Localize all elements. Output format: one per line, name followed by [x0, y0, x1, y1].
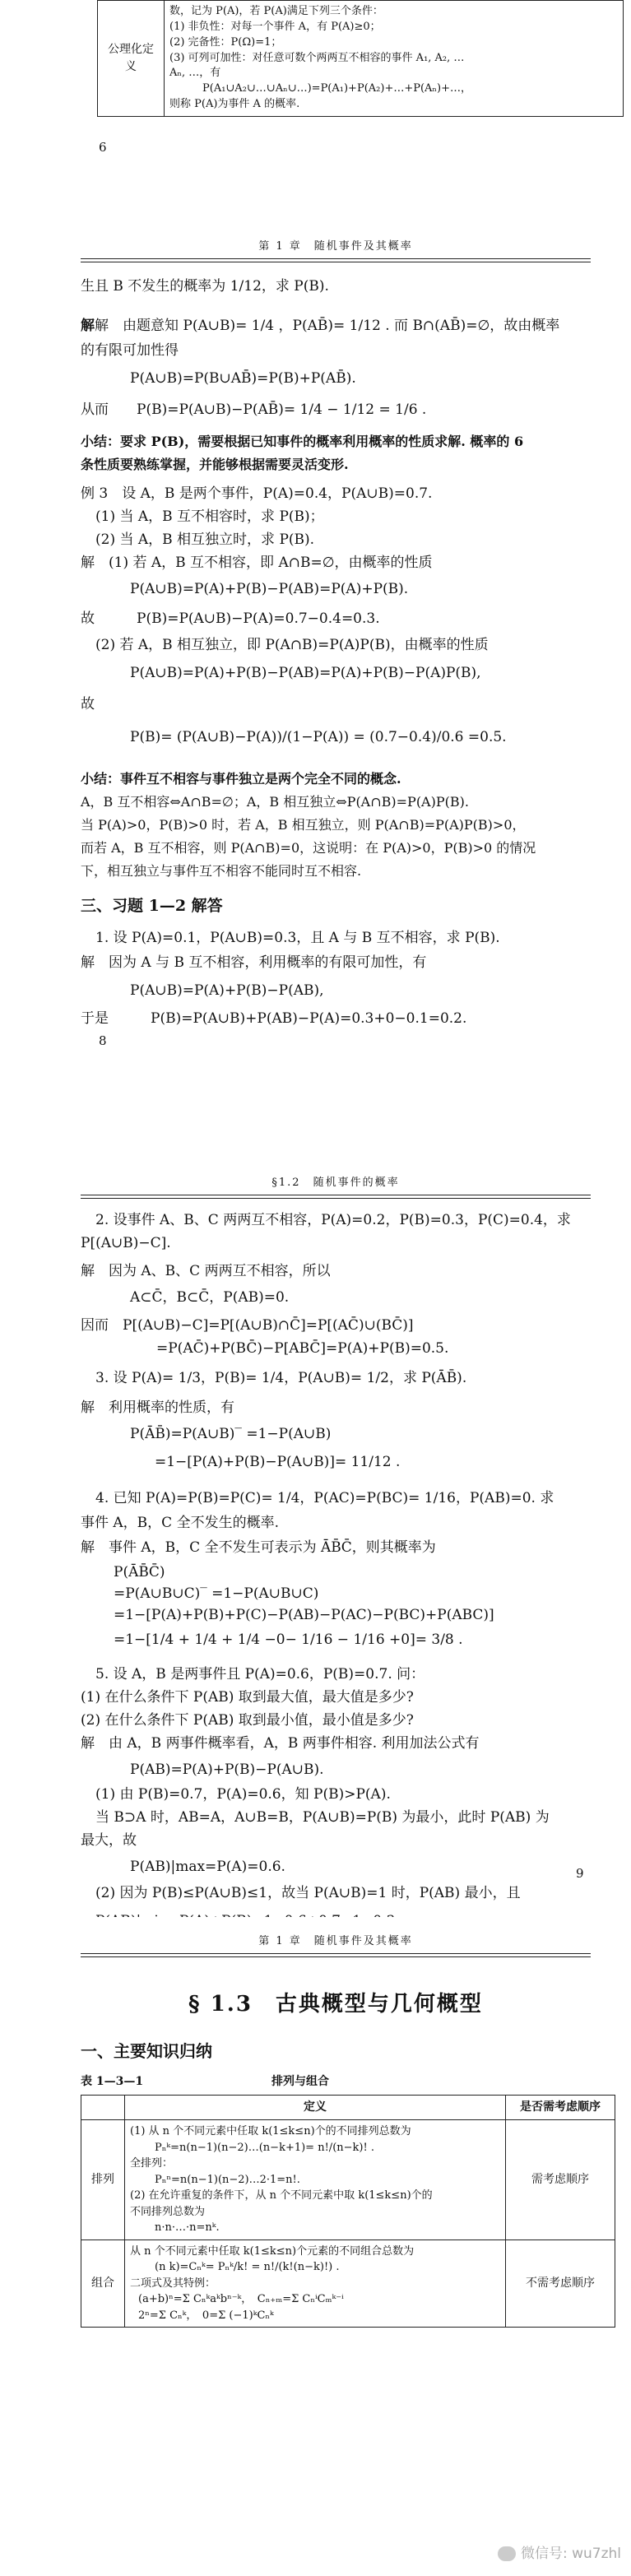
section-heading: 三、习题 1—2 解答	[81, 897, 223, 915]
formula: n·n·…·n=nᵏ.	[155, 2221, 220, 2234]
text-line: 二项式及其特例：	[130, 2277, 216, 2290]
question: 1. 设 P(A)=0.1，P(A∪B)=0.3，且 A 与 B 互不相容，求 P(B).	[95, 930, 500, 946]
question: 2. 设事件 A、B、C 两两互不相容，P(A)=0.2，P(B)=0.3，P(C)=0.4，求	[95, 1212, 571, 1228]
header-rule	[81, 258, 591, 259]
page-number: 6	[99, 140, 107, 155]
formula: P(A∪B)=P(A)+P(B)−P(AB)=P(A)+P(B).	[130, 581, 409, 597]
formula: P(AB)=P(A)+P(B)−P(A∪B).	[130, 1761, 324, 1778]
table-header-cell: 定义	[125, 2096, 506, 2120]
table-cell	[125, 2120, 506, 2240]
formula: P(B)= (P(A∪B)−P(A))/(1−P(A)) = (0.7−0.4)/0.6 =0.5.	[130, 729, 507, 745]
watermark-text: 微信号: wu7zhl	[520, 2545, 621, 2562]
text-line: 则称 P(A)为事件 A 的概率.	[169, 98, 300, 111]
formula: P(A₁∪A₂∪…∪Aₙ∪…)=P(A₁)+P(A₂)+…+P(Aₙ)+…，	[202, 82, 472, 95]
summary-note: 而若 A，B 互不相容，则 P(A∩B)=0，这说明：在 P(A)>0，P(B)>0 的情况	[81, 840, 536, 856]
formula: 因而 P[(A∪B)−C]=P[(A∪B)∩C̄]=P[(AC̄)∪(BC̄)]	[81, 1317, 414, 1334]
permutation-combination-table	[81, 2095, 615, 2328]
summary-note: 小结：事件互不相容与事件独立是两个完全不同的概念.	[81, 771, 401, 787]
text-line: 不同排列总数为	[130, 2205, 206, 2218]
text-line: 最大，故	[81, 1832, 137, 1849]
example-heading: 例 3 设 A，B 是两个事件，P(A)=0.4，P(A∪B)=0.7.	[81, 485, 433, 502]
text-line: P[(A∪B)−C].	[81, 1235, 171, 1251]
formula: =P(AC̄)+P(BC̄)−P[ABC̄]=P(A)+P(B)=0.5.	[156, 1340, 449, 1357]
text-line: (1) 非负性：对每一个事件 A，有 P(A)≥0；	[169, 20, 381, 33]
summary-note: 小结：要求 P(B)，需要根据已知事件的概率利用概率的性质求解. 概率的 6	[81, 434, 524, 449]
formula: 从而 P(B)=P(A∪B)−P(AB̄)= 1/4 − 1/12 = 1/6 .	[81, 401, 427, 418]
formula: (a+b)ⁿ=Σ Cₙᵏaᵏbⁿ⁻ᵏ， Cₙ₊ₘ=Σ CₙⁱCₘᵏ⁻ⁱ	[138, 2293, 344, 2305]
text-line: (2) 完备性：P(Ω)=1；	[169, 35, 282, 49]
formula: P(ĀB̄)=P(A∪B)‾ =1−P(A∪B)	[130, 1426, 332, 1442]
formula: 于是 P(B)=P(A∪B)+P(AB)−P(A)=0.3+0−0.1=0.2.	[81, 1010, 467, 1027]
header-rule	[81, 1953, 591, 1954]
text-line: 数，记为 P(A)，若 P(A)满足下列三个条件：	[169, 5, 383, 17]
text: 解 由题意知 P(A∪B)= 1/4 ，P(AB̄)= 1/12 . 而 B∩(AB̄)=∅，故由概率	[95, 318, 560, 334]
table-label: 表 1—3—1	[81, 2075, 144, 2088]
page-number: 8	[99, 1033, 107, 1048]
formula: Pₙⁿ=n(n−1)(n−2)…2·1=n!.	[155, 2173, 300, 2186]
formula: =1−[1/4 + 1/4 + 1/4 −0− 1/16 − 1/16 +0]= 3/8 .	[114, 1631, 463, 1648]
table-row-label: 排列	[81, 2120, 125, 2240]
text-line: 事件 A，B，C 全不发生的概率.	[81, 1515, 279, 1531]
running-header: §1.2 随机事件的概率	[271, 1177, 400, 1189]
solution-line: 解解 由题意知 P(A∪B)= 1/4 ，P(AB̄)= 1/12 . 而 B∩(AB̄)=∅，故由概率	[81, 318, 560, 334]
header-rule	[81, 1198, 591, 1199]
question: 3. 设 P(A)= 1/3，P(B)= 1/4，P(A∪B)= 1/2，求 P(ĀB̄).	[95, 1370, 467, 1386]
formula: P(AB)|max=P(A)=0.6.	[130, 1859, 285, 1875]
text-line: (3) 可列可加性：对任意可数个两两互不相容的事件 A₁, A₂, …	[169, 51, 465, 64]
formula: P(ĀB̄C̄)	[114, 1564, 165, 1580]
text-line: (2) 当 A，B 相互独立时，求 P(B).	[95, 531, 315, 548]
table-row	[81, 2239, 615, 2328]
formula: A⊂C̄，B⊂C̄，P(AB)=0.	[130, 1289, 290, 1306]
table-caption: 排列与组合	[271, 2075, 329, 2088]
watermark	[498, 2543, 621, 2564]
question: 4. 已知 P(A)=P(B)=P(C)= 1/4，P(AC)=P(BC)= 1/16，P(AB)=0. 求	[95, 1490, 554, 1506]
summary-note: 当 P(A)>0，P(B)>0 时，若 A，B 相互独立，则 P(A∩B)=P(A)P(B)>0，	[81, 817, 526, 833]
text-line: 生且 B 不发生的概率为 1/12，求 P(B).	[81, 278, 329, 295]
page-3	[0, 1152, 631, 1901]
formula: 2ⁿ=Σ Cₙᵏ， 0=Σ (−1)ᵏCₙᵏ	[138, 2309, 274, 2322]
summary-note: A，B 互不相容⇔A∩B=∅；A，B 相互独立⇔P(A∩B)=P(A)P(B).	[81, 794, 469, 810]
formula: Pₙᵏ=n(n−1)(n−2)…(n−k+1)= n!/(n−k)! .	[155, 2141, 374, 2154]
page-number: 9	[576, 1866, 584, 1881]
table-cell	[165, 1, 624, 117]
table-header-cell	[81, 2096, 125, 2120]
text-line: (2) 若 A，B 相互独立，即 P(A∩B)=P(A)P(B)，由概率的性质	[95, 637, 489, 653]
text-line: (2) 在什么条件下 P(AB) 取到最小值，最小值是多少?	[81, 1712, 414, 1729]
table-row-label: 公理化定义	[98, 1, 165, 117]
text-line: 从 n 个不同元素中任取 k(1≤k≤n)个元素的不同组合总数为	[130, 2244, 415, 2258]
formula: =1−[P(A)+P(B)−P(A∪B)]= 11/12 .	[155, 1454, 401, 1470]
page-1	[0, 0, 631, 165]
page-2	[0, 197, 631, 1127]
summary-note: 条性质要熟练掌握，并能够根据需要灵活变形.	[81, 457, 349, 472]
formula: (n k)=Cₙᵏ= Pₙᵏ/k! = n!/(k!(n−k)!) .	[155, 2261, 340, 2273]
summary-note: 下，相互独立与事件互不相容不能同时互不相容.	[81, 863, 362, 879]
running-header: 第 1 章 随机事件及其概率	[258, 1935, 413, 1947]
formula: P(A∪B)=P(A)+P(B)−P(AB)=P(A)+P(B)−P(A)P(B),	[130, 665, 481, 681]
text-line: 的有限可加性得	[81, 342, 179, 359]
axiom-definition-table	[97, 0, 624, 117]
solution-line: 解 由 A，B 两事件概率看，A，B 两事件相容. 利用加法公式有	[81, 1735, 480, 1752]
table-header-row	[81, 2096, 615, 2120]
text-line: (1) 在什么条件下 P(AB) 取到最大值，最大值是多少?	[81, 1689, 414, 1706]
table-cell	[125, 2239, 506, 2328]
table-cell: 不需考虑顺序	[506, 2239, 615, 2328]
text-line: (1) 从 n 个不同元素中任取 k(1≤k≤n)个的不同排列总数为	[130, 2125, 411, 2137]
solution-line: 解 (1) 若 A，B 互不相容，即 A∩B=∅，由概率的性质	[81, 555, 433, 571]
formula: =1−[P(A)+P(B)+P(C)−P(AB)−P(AC)−P(BC)+P(ABC)]	[114, 1607, 494, 1623]
solution-line: 解 因为 A、B、C 两两互不相容，所以	[81, 1263, 331, 1279]
table-header-cell: 是否需考虑顺序	[506, 2096, 615, 2120]
section-title: § 1.3 古典概型与几何概型	[188, 1992, 483, 2017]
text-line: (2) 因为 P(B)≤P(A∪B)≤1，故当 P(A∪B)=1 时，P(AB) 最小，且	[95, 1885, 521, 1901]
table-row-label: 组合	[81, 2239, 125, 2328]
text-line: (2) 在允许重复的条件下，从 n 个不同元素中取 k(1≤k≤n)个的	[130, 2189, 433, 2202]
solution-line: 解 利用概率的性质，有	[81, 1399, 234, 1416]
table-cell: 需考虑顺序	[506, 2120, 615, 2240]
solution-line: 解 事件 A，B，C 全不发生可表示为 ĀB̄C̄，则其概率为	[81, 1539, 436, 1556]
header-rule	[81, 1956, 591, 1957]
formula: P(A∪B)=P(A)+P(B)−P(AB),	[130, 982, 324, 999]
text-line: Aₙ, …，有	[169, 67, 221, 80]
question: 5. 设 A，B 是两事件且 P(A)=0.6，P(B)=0.7. 问：	[95, 1666, 425, 1683]
text-line: (1) 当 A，B 互不相容时，求 P(B)；	[95, 508, 324, 525]
formula: =P(A∪B∪C)‾ =1−P(A∪B∪C)	[114, 1585, 319, 1602]
text-line: 当 B⊃A 时，AB=A，A∪B=B，P(A∪B)=P(B) 为最小，此时 P(AB) 为	[95, 1809, 550, 1826]
running-header: 第 1 章 随机事件及其概率	[258, 240, 413, 253]
formula: P(A∪B)=P(B∪AB̄)=P(B)+P(AB̄).	[130, 370, 356, 387]
text-line: 故	[81, 696, 95, 712]
solution-line: 解 因为 A 与 B 互不相容，利用概率的有限可加性，有	[81, 954, 427, 971]
page-4	[0, 1917, 631, 2576]
text-line: (1) 由 P(B)=0.7，P(A)=0.6，知 P(B)>P(A).	[95, 1786, 391, 1803]
table-row	[81, 2120, 615, 2240]
wechat-icon	[498, 2546, 516, 2561]
formula: 故 P(B)=P(A∪B)−P(A)=0.7−0.4=0.3.	[81, 610, 380, 627]
text-line: 全排列：	[130, 2157, 174, 2170]
subsection-title: 一、主要知识归纳	[81, 2041, 212, 2061]
